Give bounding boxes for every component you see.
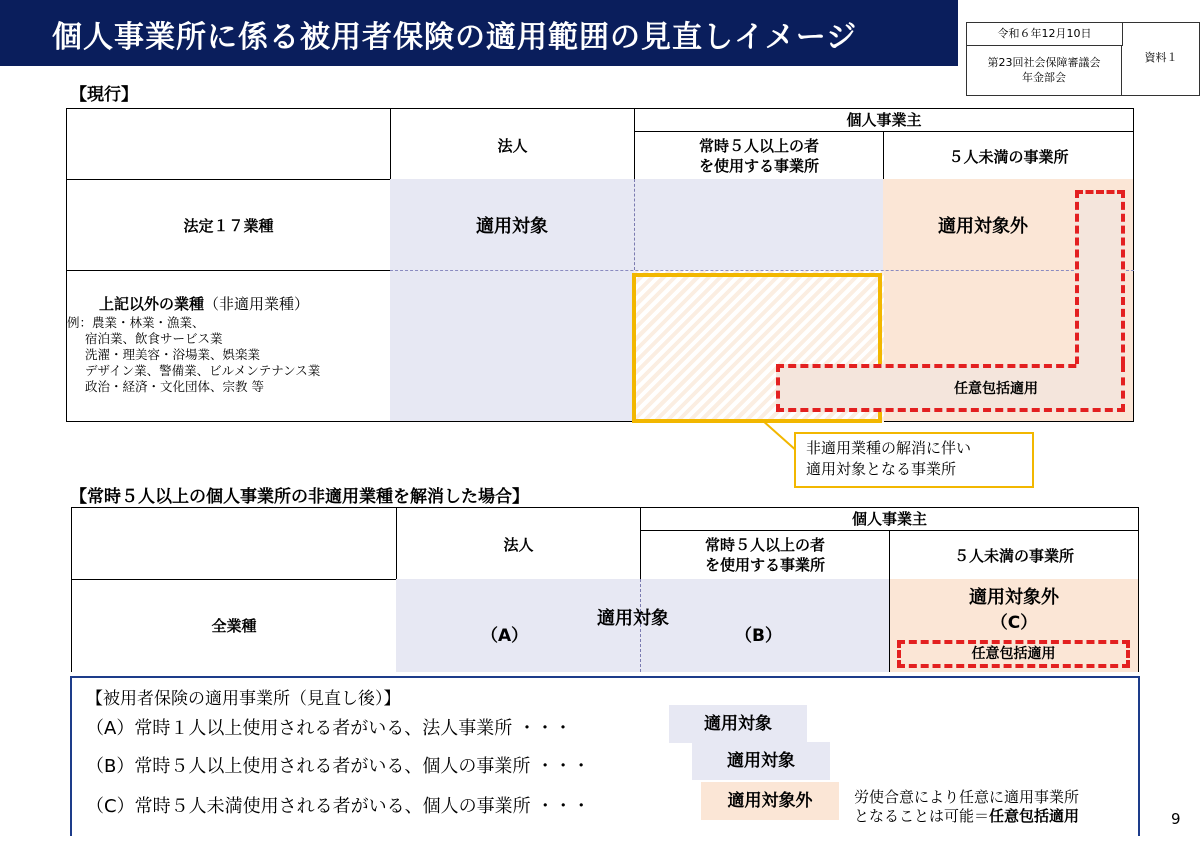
col-header-5plus-line2: を使用する事業所 [704, 556, 825, 574]
document-label: 資料１ [1144, 51, 1178, 64]
callout-box [794, 432, 1034, 488]
col-header-5plus-line1: 常時５人以上の者 [704, 536, 825, 554]
summary-box [70, 676, 1140, 836]
covered-label: 適用対象 [597, 608, 669, 629]
summary-note-bold: 任意包括適用 [989, 807, 1080, 825]
example-line: デザイン業、警備業、ビルメンテナンス業 [85, 363, 321, 378]
example-line: 例：農業・林業・漁業、 [67, 315, 205, 330]
col-header-under5: ５人未満の事業所 [889, 530, 1139, 580]
row-label-other-bold: 上記以外の業種 [99, 295, 205, 313]
page-number: 9 [1171, 810, 1181, 828]
summary-note-prefix: となることは可能＝ [854, 807, 990, 825]
col-header-5plus-line2: を使用する事業所 [698, 157, 819, 175]
label-b: （B） [735, 626, 782, 646]
divider-line [634, 179, 635, 270]
row-label-17-industries: 法定１７業種 [66, 179, 391, 271]
row-label-other-paren: （非適用業種） [204, 295, 310, 313]
row-label-all-industries: 全業種 [71, 579, 397, 672]
example-line: 洗濯・理美容・浴場業、娯楽業 [85, 347, 261, 362]
voluntary-dashed-box: 任意包括適用 [897, 640, 1130, 668]
summary-item-c: （C）常時５人未満使用される者がいる、個人の事業所 ・・・ [86, 796, 591, 817]
row-label-other-industries [66, 270, 391, 422]
col-header-under5: ５人未満の事業所 [883, 131, 1134, 180]
summary-note-line2 [854, 807, 1079, 826]
example-line: 政治・経済・文化団体、宗教 等 [85, 379, 264, 394]
table-corner-cell [66, 108, 391, 180]
divider-line [390, 270, 1134, 271]
example-line: 宿泊業、飲食サービス業 [85, 331, 223, 346]
label-a: （A） [481, 626, 529, 646]
col-header-5plus [634, 131, 884, 180]
covered-label: 適用対象 [476, 216, 548, 237]
label-c: （C） [990, 613, 1038, 633]
summary-title: 【被用者保険の適用事業所（見直し後）】 [86, 689, 401, 709]
callout-line2: 適用対象となる事業所 [806, 460, 957, 478]
table-revised [71, 507, 1139, 672]
summary-tag-b: 適用対象 [692, 742, 830, 780]
col-header-5plus-line1: 常時５人以上の者 [698, 137, 819, 155]
voluntary-fill [1079, 194, 1121, 369]
example-industries-list [67, 315, 320, 395]
summary-tag-c: 適用対象外 [701, 782, 839, 820]
table-corner-cell [71, 507, 397, 580]
meeting-name-line1: 第23回社会保障審議会 [987, 56, 1101, 69]
col-header-5plus [640, 530, 890, 580]
summary-item-a: （A）常時１人以上使用される者がいる、法人事業所 ・・・ [86, 718, 573, 739]
title-bar [0, 0, 958, 66]
summary-note-line1: 労使合意により任意に適用事業所 [854, 788, 1080, 806]
summary-tag-a: 適用対象 [669, 705, 807, 743]
voluntary-label: 任意包括適用 [954, 381, 1038, 397]
meeting-name-line2: 年金部会 [1022, 71, 1066, 84]
section-title-revised: 【常時５人以上の個人事業所の非適用業種を解消した場合】 [70, 487, 529, 507]
summary-item-b: （B）常時５人以上使用される者がいる、個人の事業所 ・・・ [86, 756, 591, 777]
meeting-name [967, 46, 1122, 95]
col-header-corporate: 法人 [396, 507, 641, 580]
col-header-sole-proprietor: 個人事業主 [640, 507, 1139, 531]
col-header-corporate: 法人 [390, 108, 635, 180]
not-covered-label: 適用対象外 [969, 587, 1059, 608]
page-title: 個人事業所に係る被用者保険の適用範囲の見直しイメージ [52, 20, 858, 55]
section-title-current: 【現行】 [70, 85, 138, 105]
col-header-sole-proprietor: 個人事業主 [634, 108, 1134, 132]
table-current [66, 108, 1134, 422]
document-date: 令和６年12月10日 [967, 23, 1123, 46]
not-covered-label: 適用対象外 [938, 216, 1028, 237]
document-info-box [966, 22, 1200, 96]
callout-line1: 非適用業種の解消に伴い [806, 439, 972, 457]
